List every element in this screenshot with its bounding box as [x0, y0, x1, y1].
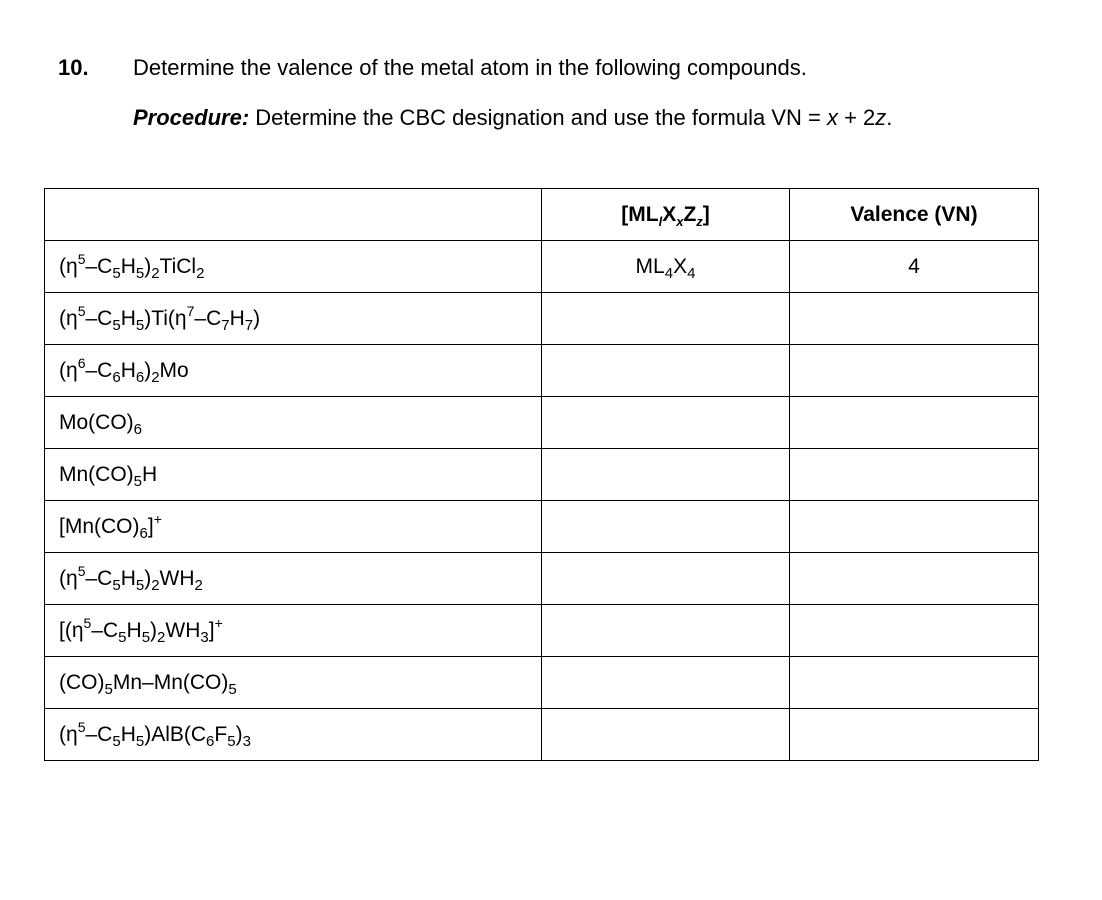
compound-formula-subscript: 6	[135, 368, 145, 386]
header-cbc-sub: z	[696, 213, 703, 229]
compound-formula-text: –C	[85, 254, 113, 278]
compound-formula-text: ]	[208, 618, 215, 642]
header-cbc-part: Z	[683, 202, 697, 226]
cbc-designation-cell[interactable]	[542, 449, 790, 501]
compound-formula-subscript: 7	[244, 316, 254, 334]
valence-cell[interactable]	[790, 709, 1039, 761]
compound-formula-subscript: 2	[151, 576, 160, 594]
question-text: Determine the valence of the metal atom in the following compounds.	[133, 55, 807, 80]
compound-formula-subscript: 5	[104, 680, 113, 698]
compound-formula-subscript: 5	[133, 472, 143, 490]
compound-formula-text: H	[126, 618, 142, 642]
cbc-designation-cell[interactable]	[542, 657, 790, 709]
compound-formula-subscript: 6	[206, 732, 215, 750]
compound-formula-cell	[45, 553, 542, 605]
compounds-table	[44, 188, 1039, 761]
header-cbc-part: [ML	[621, 202, 659, 226]
compound-formula-text: Mn(CO)	[59, 462, 134, 486]
question-number: 10.	[58, 55, 89, 80]
table-row	[45, 605, 1039, 657]
valence-cell[interactable]	[790, 293, 1039, 345]
header-cbc-part: ]	[702, 202, 710, 226]
cbc-designation-cell[interactable]	[542, 293, 790, 345]
compound-formula-text: Mn–Mn(CO)	[112, 670, 229, 694]
compound-formula-text: Mo	[159, 358, 189, 382]
compound-formula-subscript: 5	[135, 264, 145, 282]
compound-formula-text: (η	[59, 358, 78, 382]
compound-formula-text: )AlB(C	[144, 722, 207, 746]
cbc-designation-text: X	[673, 254, 688, 278]
header-cbc-part: X	[662, 202, 677, 226]
compound-formula-text: ]	[147, 514, 154, 538]
compound-formula-text: H	[120, 358, 136, 382]
cbc-designation-cell[interactable]	[542, 397, 790, 449]
compound-formula-subscript: 5	[227, 732, 236, 750]
compound-formula-text: (η	[59, 566, 78, 590]
compound-formula-text: )Ti(η	[144, 306, 187, 330]
compound-formula-subscript: 2	[151, 264, 160, 282]
header-compound	[45, 189, 542, 241]
compound-formula-cell	[45, 293, 542, 345]
compound-formula-cell	[45, 709, 542, 761]
compound-formula-text: )	[150, 618, 158, 642]
header-cbc-sub: l	[658, 213, 663, 229]
compound-formula-text: H	[229, 306, 245, 330]
cbc-designation-cell[interactable]	[542, 553, 790, 605]
compound-formula-superscript: 5	[77, 718, 86, 735]
table-row	[45, 553, 1039, 605]
compound-formula-text: –C	[85, 306, 113, 330]
valence-cell[interactable]	[790, 345, 1039, 397]
valence-cell[interactable]	[790, 657, 1039, 709]
compound-formula-subscript: 5	[112, 264, 121, 282]
compound-formula-text: [(η	[59, 618, 84, 642]
table-row	[45, 501, 1039, 553]
cbc-designation-subscript: 4	[664, 264, 674, 282]
compound-formula-superscript: +	[214, 614, 223, 631]
procedure-var-x: x	[826, 105, 838, 130]
compound-formula-cell	[45, 241, 542, 293]
compound-formula-subscript: 5	[112, 316, 121, 334]
compound-formula-text: F	[214, 722, 228, 746]
compound-formula-text: )	[144, 358, 152, 382]
compound-formula-subscript: 2	[196, 264, 205, 282]
compound-formula-text: Mo(CO)	[59, 410, 134, 434]
compound-formula-text: H	[120, 566, 136, 590]
compound-formula-text: )	[253, 306, 261, 330]
compound-formula-subscript: 6	[133, 420, 143, 438]
compound-formula-cell	[45, 345, 542, 397]
cbc-designation-text: ML	[635, 254, 665, 278]
valence-cell[interactable]	[790, 397, 1039, 449]
compound-formula-text: –C	[85, 722, 113, 746]
header-cbc-sub: x	[676, 213, 684, 229]
compound-formula-superscript: 5	[77, 302, 86, 319]
compound-formula-subscript: 5	[141, 628, 151, 646]
compound-formula-subscript: 2	[151, 368, 160, 386]
table-row	[45, 293, 1039, 345]
procedure-formula-text: Determine the CBC designation and use the formula VN =	[249, 105, 827, 130]
compound-formula-subscript: 5	[135, 316, 145, 334]
cbc-designation-subscript: 4	[687, 264, 696, 282]
table-row	[45, 449, 1039, 501]
procedure-var-z: z	[875, 105, 887, 130]
compound-formula-cell	[45, 657, 542, 709]
compound-formula-text: TiCl	[159, 254, 197, 278]
compound-formula-superscript: 5	[77, 250, 86, 267]
compound-formula-text: (η	[59, 722, 78, 746]
compound-formula-text: )	[144, 254, 152, 278]
compound-formula-cell	[45, 449, 542, 501]
compound-formula-subscript: 5	[228, 680, 237, 698]
compound-formula-text: (η	[59, 306, 78, 330]
table-row	[45, 397, 1039, 449]
procedure-text	[133, 105, 892, 131]
compound-formula-text: WH	[159, 566, 195, 590]
compound-formula-superscript: +	[153, 510, 162, 527]
valence-cell[interactable]	[790, 501, 1039, 553]
compound-formula-text: (CO)	[59, 670, 105, 694]
compound-formula-text: )	[144, 566, 152, 590]
compound-formula-superscript: 7	[186, 302, 195, 319]
compound-formula-text: (η	[59, 254, 78, 278]
compound-formula-superscript: 6	[77, 354, 86, 371]
compound-formula-superscript: 5	[83, 614, 92, 631]
table-row	[45, 241, 1039, 293]
compound-formula-cell	[45, 501, 542, 553]
compound-formula-subscript: 2	[194, 576, 203, 594]
compound-formula-subscript: 2	[157, 628, 166, 646]
table-row	[45, 345, 1039, 397]
cbc-designation-cell[interactable]	[542, 605, 790, 657]
procedure-period: .	[886, 105, 893, 130]
compound-formula-text: –C	[91, 618, 119, 642]
compound-formula-subscript: 5	[112, 732, 121, 750]
procedure-label: Procedure:	[133, 105, 250, 130]
compound-formula-subscript: 5	[118, 628, 127, 646]
compound-formula-cell	[45, 605, 542, 657]
cbc-designation-cell[interactable]	[542, 709, 790, 761]
compound-formula-subscript: 5	[135, 576, 145, 594]
compound-formula-text: H	[120, 722, 136, 746]
compound-formula-subscript: 5	[112, 576, 121, 594]
compound-formula-cell	[45, 397, 542, 449]
cbc-designation-cell[interactable]	[542, 241, 790, 293]
compound-formula-text: –C	[85, 566, 113, 590]
compound-formula-text: –C	[85, 358, 113, 382]
compound-formula-subscript: 3	[242, 732, 251, 750]
compound-formula-subscript: 6	[112, 368, 121, 386]
table-header-row	[45, 189, 1039, 241]
table-row	[45, 709, 1039, 761]
compound-formula-text: H	[120, 306, 136, 330]
compound-formula-text: [Mn(CO)	[59, 514, 140, 538]
valence-cell[interactable]	[790, 605, 1039, 657]
compound-formula-text: –C	[194, 306, 222, 330]
compound-formula-text: WH	[165, 618, 201, 642]
table-row	[45, 657, 1039, 709]
compound-formula-text: H	[142, 462, 158, 486]
procedure-plus-two: + 2	[837, 105, 876, 130]
valence-cell[interactable]: 4	[790, 241, 1039, 293]
compound-formula-subscript: 3	[200, 628, 209, 646]
valence-cell[interactable]	[790, 553, 1039, 605]
header-cbc	[542, 189, 790, 241]
header-valence: Valence (VN)	[790, 189, 1039, 241]
compound-formula-subscript: 5	[135, 732, 145, 750]
valence-cell[interactable]	[790, 449, 1039, 501]
compound-formula-text: )	[235, 722, 243, 746]
cbc-designation-cell[interactable]	[542, 345, 790, 397]
compound-formula-text: H	[120, 254, 136, 278]
cbc-designation-cell[interactable]	[542, 501, 790, 553]
compound-formula-subscript: 6	[139, 524, 148, 542]
compound-formula-subscript: 7	[221, 316, 230, 334]
compound-formula-superscript: 5	[77, 562, 86, 579]
